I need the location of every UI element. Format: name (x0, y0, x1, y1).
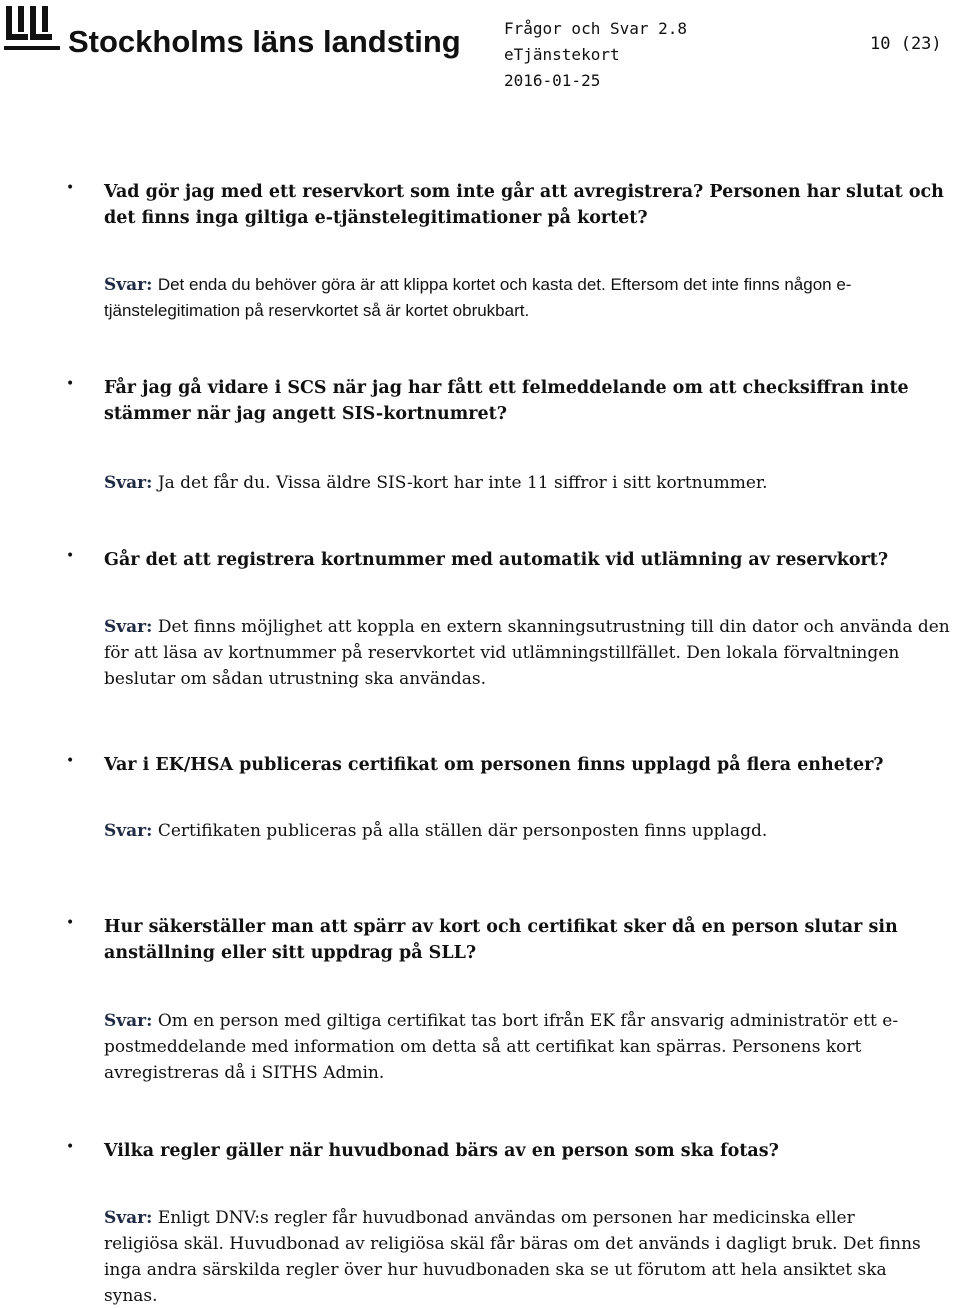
answer-text: Det finns möjlighet att koppla en extern skanningsutrustning till din dator och använda den för att läsa av kortnummer på reservkortet vid utlämningstillfället. Den lokala förvaltningen beslutar om sådan utrustning ska användas. (104, 617, 950, 689)
page-number: 10 (23) (870, 34, 942, 54)
answer-label: Svar: (104, 473, 153, 493)
doc-date: 2016-01-25 (504, 71, 601, 90)
answer-2 (104, 470, 959, 496)
answer-label: Svar: (104, 617, 153, 637)
bullet: • (66, 915, 75, 931)
answer-text: Enligt DNV:s regler får huvudbonad användas om personen har medicinska eller religiösa skäl. Huvudbonad av religiösa skäl får bäras om det används i dagligt bruk. Det finns inga andra särskilda regler över hur huvudbonaden ska se ut förutom att hela ansiktet ska synas. (104, 1208, 921, 1306)
answer-text: Det enda du behöver göra är att klippa kortet och kasta det. Eftersom det inte finns någon e-tjänstelegitimation på reservkortet så är kortet obrukbart. (104, 275, 852, 320)
answer-text: Om en person med giltiga certifikat tas bort ifrån EK får ansvarig administratör ett e-postmeddelande med information om detta så att certifikat kan spärras. Personens kort avregistreras då i SITHS Admin. (104, 1011, 899, 1083)
bullet: • (66, 1139, 75, 1155)
answer-3 (104, 614, 959, 692)
document-meta (504, 16, 687, 94)
question-1: Vad gör jag med ett reservkort som inte går att avregistrera? Personen har slutat och det finns inga giltiga e-tjänstelegitimationer på kortet? (104, 182, 944, 228)
logo-wordmark: Stockholms läns landsting (68, 24, 461, 59)
bullet: • (66, 548, 75, 564)
answer-1 (104, 272, 959, 324)
question-2: Får jag gå vidare i SCS när jag har fått ett felmeddelande om att checksiffran inte stämmer när jag angett SIS-kortnumret? (104, 378, 909, 424)
answer-4 (104, 818, 959, 844)
bullet: • (66, 376, 75, 392)
doc-title: Frågor och Svar 2.8 (504, 19, 688, 38)
question-3: Går det att registrera kortnummer med automatik vid utlämning av reservkort? (104, 550, 889, 570)
answer-label: Svar: (104, 1208, 153, 1228)
bullet: • (66, 753, 75, 769)
bullet: • (66, 180, 75, 196)
answer-text: Ja det får du. Vissa äldre SIS-kort har inte 11 siffror i sitt kortnummer. (157, 473, 768, 493)
sll-logo (4, 4, 461, 59)
answer-label: Svar: (104, 275, 153, 295)
question-5: Hur säkerställer man att spärr av kort och certifikat sker då en person slutar sin anställning eller sitt uppdrag på SLL? (104, 917, 898, 963)
answer-label: Svar: (104, 821, 153, 841)
question-6: Vilka regler gäller när huvudbonad bärs av en person som ska fotas? (104, 1141, 779, 1161)
answer-5 (104, 1008, 924, 1086)
answer-text: Certifikaten publiceras på alla ställen där personposten finns upplagd. (157, 821, 768, 841)
answer-6 (104, 1205, 934, 1309)
question-4: Var i EK/HSA publiceras certifikat om personen finns upplagd på flera enheter? (104, 755, 884, 775)
doc-subject: eTjänstekort (504, 45, 620, 64)
page-header (0, 0, 960, 90)
answer-label: Svar: (104, 1011, 153, 1031)
